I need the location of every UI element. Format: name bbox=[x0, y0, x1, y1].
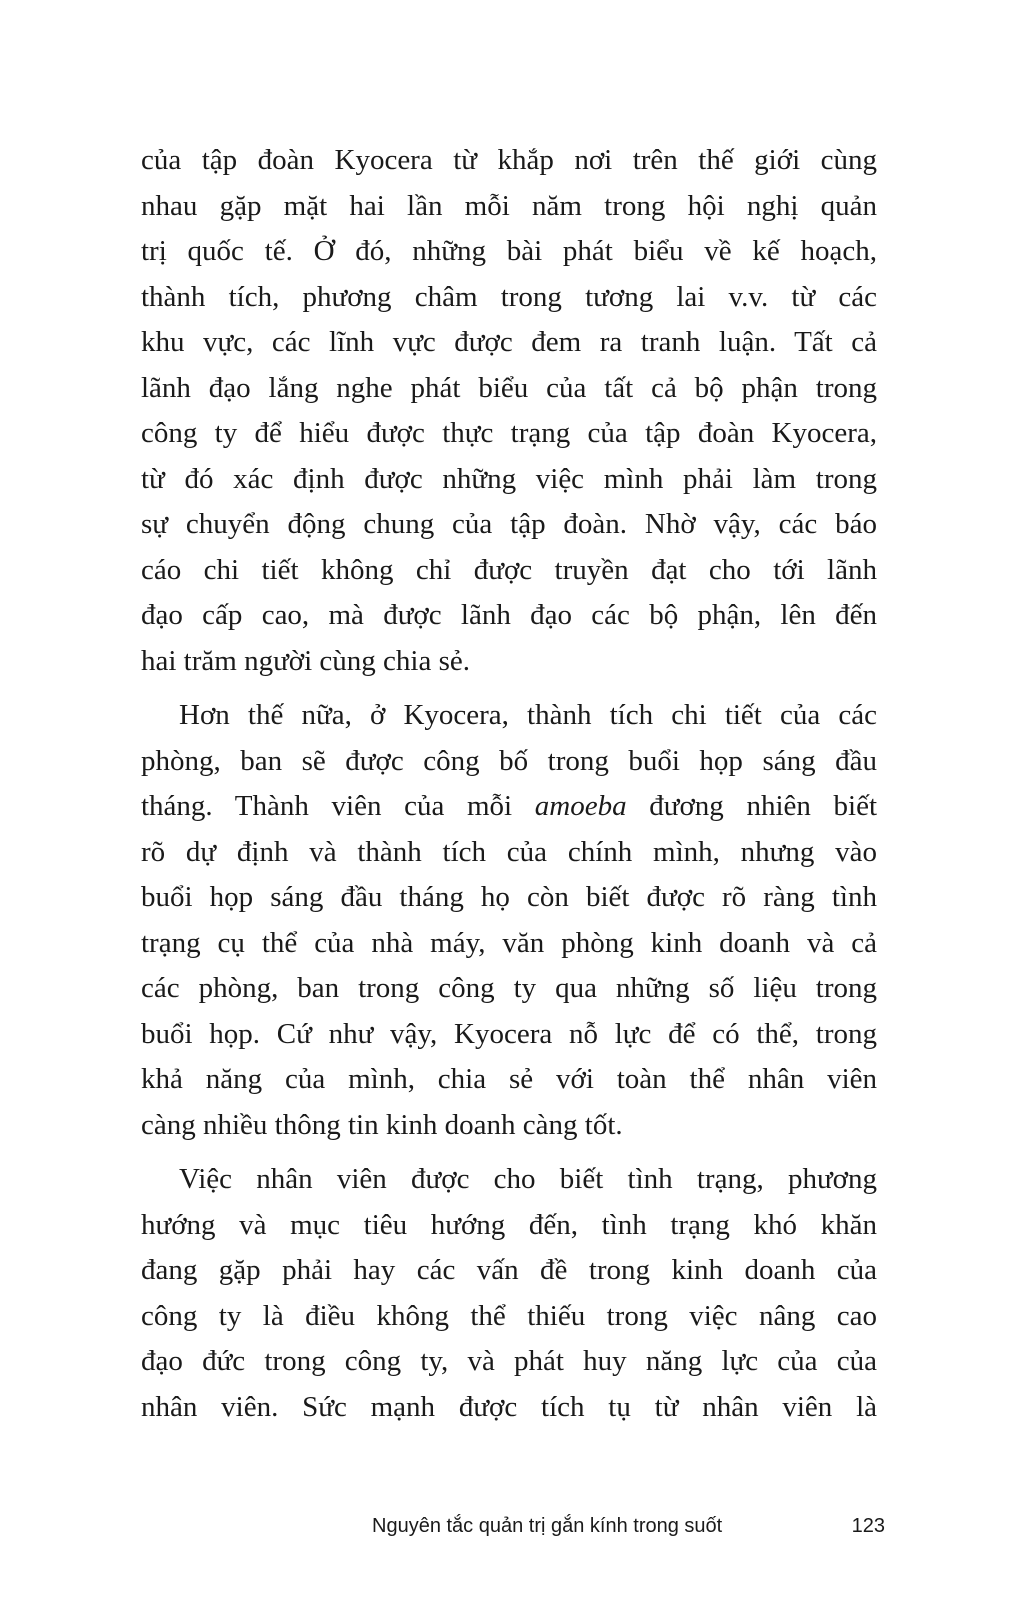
text-line: sự chuyển động chung của tập đoàn. Nhờ vậy, các báo bbox=[141, 508, 877, 540]
text-line: rõ dự định và thành tích của chính mình, nhưng vào bbox=[141, 835, 877, 868]
text-line: nhau gặp mặt hai lần mỗi năm trong hội nghị quản bbox=[141, 189, 877, 222]
text-line: hai trăm người cùng chia sẻ. bbox=[141, 644, 471, 677]
text-line: khu vực, các lĩnh vực được đem ra tranh luận. Tất cả bbox=[141, 326, 877, 358]
text-line: các phòng, ban trong công ty qua những số liệu trong bbox=[141, 972, 877, 1004]
text-line: nhân viên. Sức mạnh được tích tụ từ nhân viên là bbox=[141, 1390, 877, 1423]
text-line: khả năng của mình, chia sẻ với toàn thể nhân viên bbox=[141, 1063, 877, 1095]
body-text bbox=[141, 138, 877, 1439]
text-line: từ đó xác định được những việc mình phải làm trong bbox=[141, 462, 877, 495]
text-line: đạo cấp cao, mà được lãnh đạo các bộ phận, lên đến bbox=[141, 599, 877, 631]
text-line: Việc nhân viên được cho biết tình trạng, phương bbox=[179, 1163, 877, 1195]
text-line: phòng, ban sẽ được công bố trong buổi họp sáng đầu bbox=[141, 744, 877, 777]
text-line: đang gặp phải hay các vấn đề trong kinh doanh của bbox=[141, 1254, 877, 1286]
text-line: của tập đoàn Kyocera từ khắp nơi trên thế giới cùng bbox=[141, 144, 877, 176]
text-line: tháng. Thành viên của mỗi amoeba đương nhiên biết bbox=[141, 790, 878, 822]
paragraph-2 bbox=[141, 693, 877, 1148]
text-line: Hơn thế nữa, ở Kyocera, thành tích chi tiết của các bbox=[179, 699, 877, 731]
text-line: càng nhiều thông tin kinh doanh càng tốt. bbox=[141, 1108, 623, 1141]
text-line: công ty để hiểu được thực trạng của tập đoàn Kyocera, bbox=[141, 417, 877, 449]
paragraph-3 bbox=[141, 1157, 877, 1430]
text-line: công ty là điều không thể thiếu trong việc nâng cao bbox=[141, 1299, 877, 1332]
text-line: lãnh đạo lắng nghe phát biểu của tất cả bộ phận trong bbox=[141, 371, 877, 404]
text-line: cáo chi tiết không chỉ được truyền đạt cho tới lãnh bbox=[141, 553, 877, 586]
text-line: thành tích, phương châm trong tương lai v.v. từ các bbox=[141, 280, 877, 313]
text-line: buổi họp. Cứ như vậy, Kyocera nỗ lực để có thể, trong bbox=[141, 1017, 877, 1050]
text-line: trạng cụ thể của nhà máy, văn phòng kinh doanh và cả bbox=[141, 926, 877, 959]
text-line: buổi họp sáng đầu tháng họ còn biết được rõ ràng tình bbox=[141, 881, 877, 913]
page-number: 123 bbox=[851, 1515, 885, 1537]
paragraph-1 bbox=[141, 138, 877, 684]
page-footer bbox=[372, 1510, 885, 1542]
running-chapter-title: Nguyên tắc quản trị gắn kính trong suốt bbox=[372, 1515, 723, 1537]
italic-term: amoeba bbox=[534, 790, 627, 822]
text-line: trị quốc tế. Ở đó, những bài phát biểu về kế hoạch, bbox=[141, 235, 877, 267]
text-line: đạo đức trong công ty, và phát huy năng lực của của bbox=[141, 1345, 877, 1377]
text-line: hướng và mục tiêu hướng đến, tình trạng khó khăn bbox=[141, 1208, 877, 1241]
